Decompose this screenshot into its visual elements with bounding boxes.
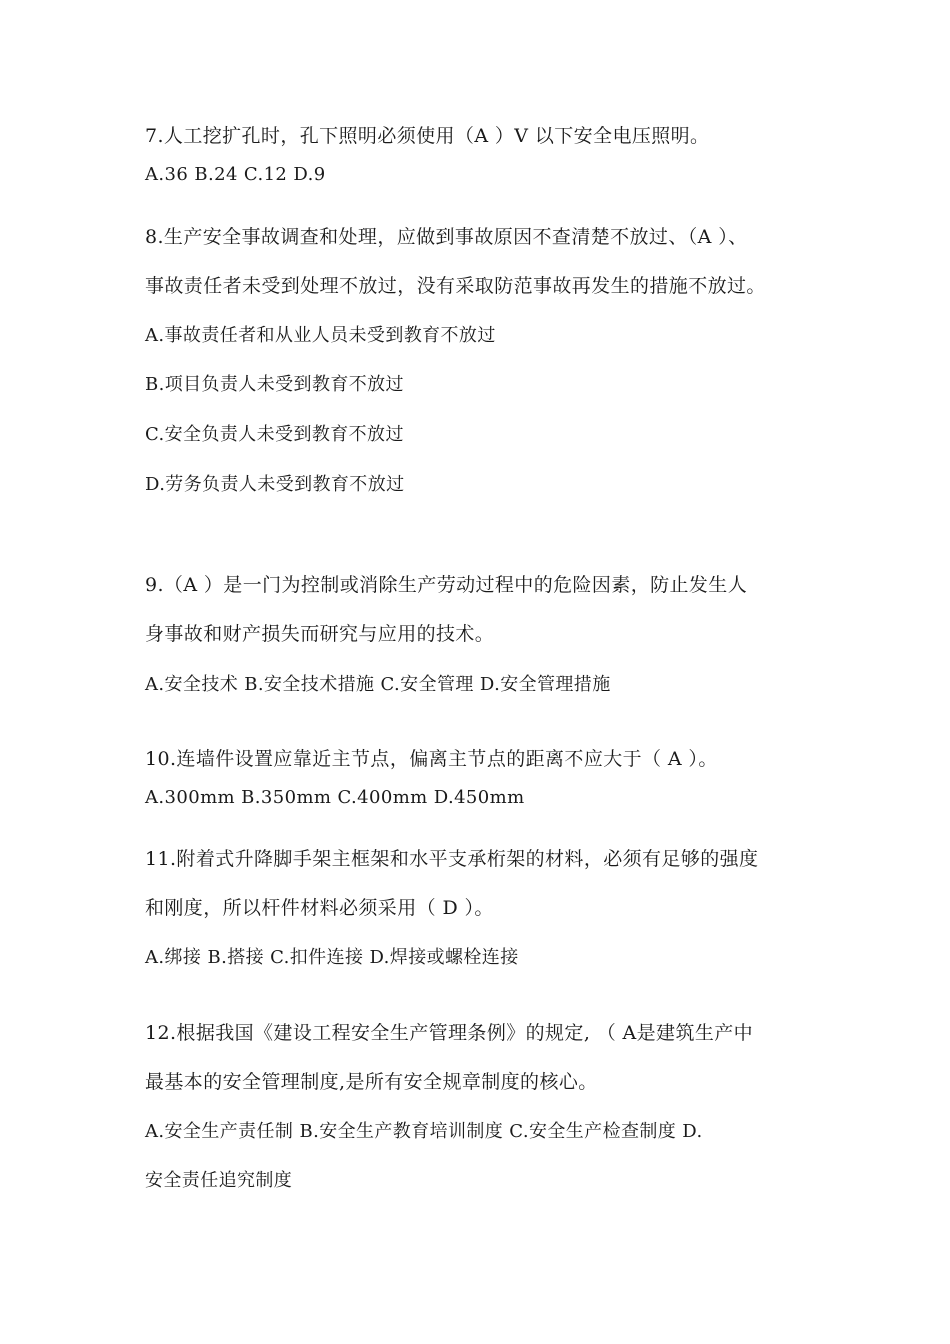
- question-8-text-line-2: 事故责任者未受到处理不放过，没有采取防范事故再发生的措施不放过。: [145, 275, 766, 297]
- question-9-text-line-2: 身事故和财产损失而研究与应用的技术。: [145, 623, 495, 645]
- question-8-text-line-1: 8.生产安全事故调查和处理，应做到事故原因不查清楚不放过、（A ）、: [145, 226, 748, 248]
- question-8-option-d: D.劳务负责人未受到教育不放过: [145, 474, 405, 495]
- question-11-options: A.绑接 B.搭接 C.扣件连接 D.焊接或螺栓连接: [145, 947, 519, 968]
- question-8-option-b: B.项目负责人未受到教育不放过: [145, 374, 404, 395]
- question-12-text-line-2: 最基本的安全管理制度,是所有安全规章制度的核心。: [145, 1071, 598, 1093]
- question-7-options: A.36 B.24 C.12 D.9: [145, 164, 326, 185]
- question-7-text: 7.人工挖扩孔时，孔下照明必须使用（A ）V 以下安全电压照明。: [145, 125, 710, 147]
- question-9-options: A.安全技术 B.安全技术措施 C.安全管理 D.安全管理措施: [145, 674, 611, 695]
- question-12-options-line-2: 安全责任追究制度: [145, 1170, 293, 1191]
- question-10-options: A.300mm B.350mm C.400mm D.450mm: [145, 787, 525, 808]
- question-11-text-line-2: 和刚度，所以杆件材料必须采用（ D ）。: [145, 897, 494, 919]
- question-10-text: 10.连墙件设置应靠近主节点，偏离主节点的距离不应大于（ A ）。: [145, 748, 718, 770]
- question-8-option-a: A.事故责任者和从业人员未受到教育不放过: [145, 325, 496, 346]
- question-11-text-line-1: 11.附着式升降脚手架主框架和水平支承桁架的材料，必须有足够的强度: [145, 848, 759, 870]
- question-12-text-line-1: 12.根据我国《建设工程安全生产管理条例》的规定, （ A是建筑生产中: [145, 1022, 754, 1044]
- question-12-options-line-1: A.安全生产责任制 B.安全生产教育培训制度 C.安全生产检查制度 D.: [145, 1121, 703, 1142]
- question-8-option-c: C.安全负责人未受到教育不放过: [145, 424, 404, 445]
- question-9-text-line-1: 9.（A ）是一门为控制或消除生产劳动过程中的危险因素，防止发生人: [145, 574, 748, 596]
